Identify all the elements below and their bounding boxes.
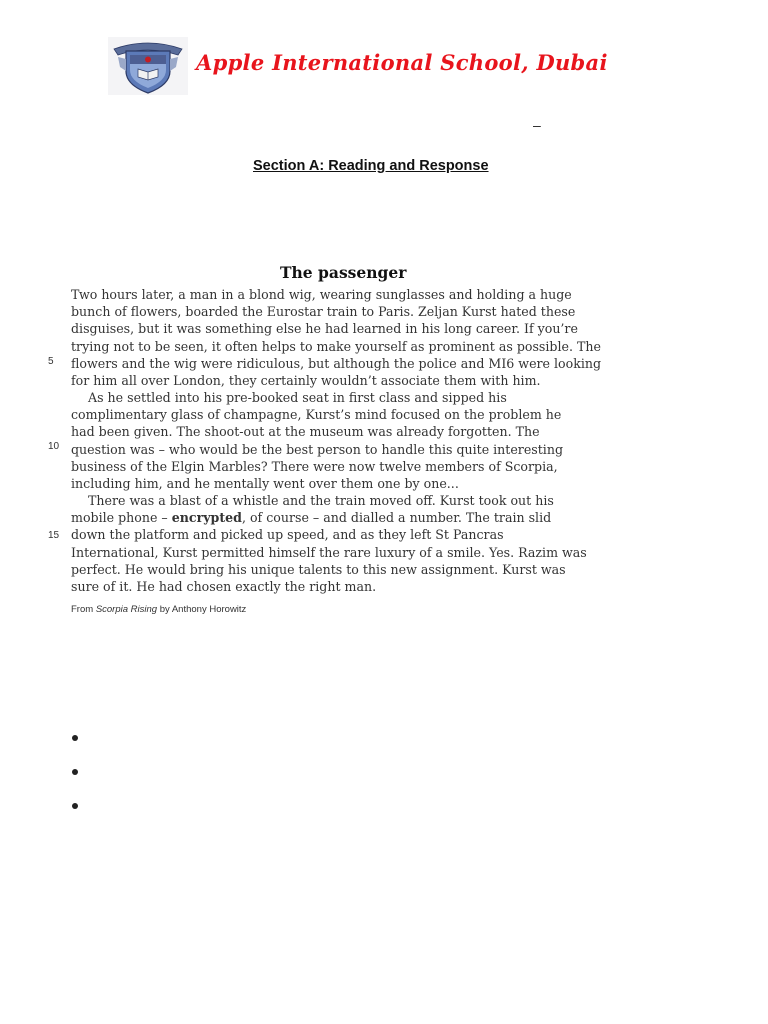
text-segment: mobile phone –	[71, 510, 172, 526]
text-line: disguises, but it was something else he had learned in his long career. If you’re	[71, 321, 578, 337]
source-citation	[71, 604, 246, 615]
text-line: bunch of flowers, boarded the Eurostar train to Paris. Zeljan Kurst hated these	[71, 304, 576, 320]
text-line: complimentary glass of champagne, Kurst’s mind focused on the problem he	[71, 407, 562, 423]
text-line: International, Kurst permitted himself the rare luxury of a smile. Yes. Razim was	[71, 544, 587, 560]
line-number: 5	[48, 356, 54, 367]
bullet-point	[72, 769, 78, 775]
text-line: perfect. He would bring his unique talents to this new assignment. Kurst was	[71, 561, 566, 577]
text-line: had been given. The shoot-out at the museum was already forgotten. The	[71, 424, 540, 440]
line-number: 15	[48, 530, 60, 541]
text-line: Two hours later, a man in a blond wig, wearing sunglasses and holding a huge	[71, 287, 572, 302]
school-logo	[108, 37, 188, 95]
text-line: for him all over London, they certainly wouldn’t associate them with him.	[71, 373, 541, 389]
dash-mark: –	[533, 117, 541, 133]
source-author: by Anthony Horowitz	[157, 604, 247, 615]
text-line: question was – who would be the best person to handle this quite interesting	[71, 441, 564, 457]
text-line: down the platform and picked up speed, and as they left St Pancras	[71, 527, 504, 543]
text-line: including him, and he mentally went over them one by one...	[71, 476, 459, 492]
paragraph-1	[71, 286, 601, 389]
text-line: trying not to be seen, it often helps to make yourself as prominent as possible. The	[71, 338, 601, 354]
book-title: Scorpia Rising	[95, 604, 158, 615]
bold-word: encrypted	[171, 510, 242, 526]
line-number: 10	[48, 441, 60, 452]
section-title: Section A: Reading and Response	[253, 158, 489, 174]
paragraph-2	[71, 389, 563, 492]
school-name: Apple International School, Dubai	[196, 50, 608, 75]
source-prefix: From	[71, 604, 96, 615]
text-line: flowers and the wig were ridiculous, but although the police and MI6 were looking	[71, 355, 602, 371]
text-line: business of the Elgin Marbles? There were now twelve members of Scorpia,	[71, 458, 558, 474]
text-segment: , of course – and dialled a number. The train slid	[241, 510, 552, 526]
passage-title: The passenger	[280, 263, 407, 282]
text-line: There was a blast of a whistle and the train moved off. Kurst took out his	[88, 493, 554, 508]
text-line	[71, 509, 587, 526]
bullet-list	[72, 735, 78, 837]
bullet-point	[72, 803, 78, 809]
bullet-point	[72, 735, 78, 741]
text-line: As he settled into his pre-booked seat in first class and sipped his	[88, 390, 507, 405]
text-line: sure of it. He had chosen exactly the right man.	[71, 579, 377, 595]
paragraph-3	[71, 492, 587, 595]
